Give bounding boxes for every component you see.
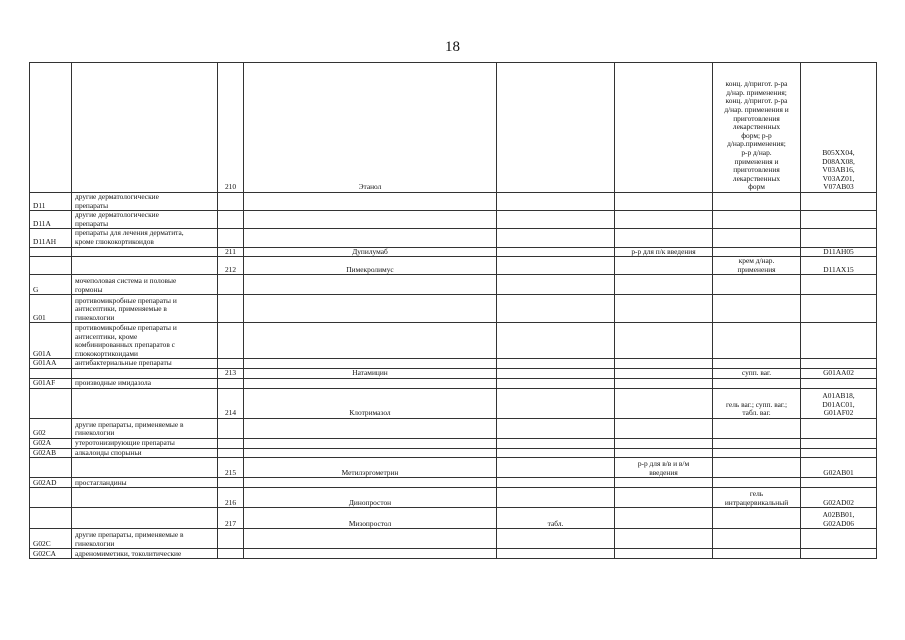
table-row: [30, 323, 877, 359]
atc-group-code-cell: G02C: [30, 529, 72, 549]
group-name-cell: препараты для лечения дерматита, кроме глюкокортикоидов: [72, 229, 218, 247]
table-row: [30, 359, 877, 369]
table-body: [30, 63, 877, 559]
dosage-form-cell: [497, 275, 615, 295]
atc-code-cell: A01AB18, D01AC01, G01AF02: [801, 388, 877, 418]
page-number: 18: [445, 39, 460, 55]
drug-name-cell: [244, 378, 497, 388]
dosage-form-cell: гель интрацервикальный: [713, 488, 801, 508]
atc-group-code-cell: [30, 257, 72, 275]
item-number-cell: 215: [218, 458, 244, 478]
atc-code-cell: [801, 418, 877, 438]
atc-group-code-cell: [30, 388, 72, 418]
atc-group-code-cell: G02: [30, 418, 72, 438]
item-number-cell: [218, 359, 244, 369]
drug-name-cell: [244, 549, 497, 559]
dosage-form-cell: [713, 508, 801, 529]
dosage-form-cell: [497, 211, 615, 229]
drug-name-cell: [244, 418, 497, 438]
atc-group-code-cell: G02A: [30, 438, 72, 448]
atc-code-cell: [801, 549, 877, 559]
drug-name-cell: [244, 448, 497, 458]
item-number-cell: 213: [218, 368, 244, 378]
group-name-cell: [72, 508, 218, 529]
atc-code-cell: G02AB01: [801, 458, 877, 478]
dosage-form-cell: [615, 378, 713, 388]
group-name-cell: [72, 458, 218, 478]
dosage-form-cell: [497, 368, 615, 378]
dosage-form-cell: [615, 388, 713, 418]
drug-name-cell: [244, 229, 497, 247]
dosage-form-cell: р-р для п/к введения: [615, 247, 713, 257]
group-name-cell: простагландины: [72, 478, 218, 488]
item-number-cell: 210: [218, 63, 244, 193]
atc-group-code-cell: G01AA: [30, 359, 72, 369]
dosage-form-cell: супп. ваг.: [713, 368, 801, 378]
item-number-cell: [218, 323, 244, 359]
dosage-form-cell: [497, 359, 615, 369]
atc-code-cell: A02BB01, G02AD06: [801, 508, 877, 529]
dosage-form-cell: [497, 448, 615, 458]
atc-group-code-cell: D11AH: [30, 229, 72, 247]
atc-group-code-cell: G01A: [30, 323, 72, 359]
item-number-cell: [218, 211, 244, 229]
dosage-form-cell: [713, 448, 801, 458]
table-row: [30, 211, 877, 229]
dosage-form-cell: [615, 478, 713, 488]
atc-group-code-cell: [30, 63, 72, 193]
atc-code-cell: G01AA02: [801, 368, 877, 378]
table-row: [30, 193, 877, 211]
dosage-form-cell: [713, 275, 801, 295]
dosage-form-cell: [713, 418, 801, 438]
table-row: [30, 63, 877, 193]
dosage-form-cell: табл.: [497, 508, 615, 529]
atc-code-cell: [801, 211, 877, 229]
atc-group-code-cell: G01: [30, 295, 72, 323]
item-number-cell: [218, 549, 244, 559]
table-row: [30, 368, 877, 378]
dosage-form-cell: крем д/нар. применения: [713, 257, 801, 275]
dosage-form-cell: [497, 193, 615, 211]
dosage-form-cell: [497, 478, 615, 488]
atc-code-cell: [801, 529, 877, 549]
group-name-cell: [72, 257, 218, 275]
dosage-form-cell: [497, 63, 615, 193]
dosage-form-cell: [497, 388, 615, 418]
dosage-form-cell: [615, 275, 713, 295]
drug-table: [29, 62, 877, 559]
dosage-form-cell: [497, 247, 615, 257]
dosage-form-cell: [615, 257, 713, 275]
dosage-form-cell: [615, 438, 713, 448]
dosage-form-cell: [615, 549, 713, 559]
atc-group-code-cell: G: [30, 275, 72, 295]
atc-code-cell: B05XX04, D08AX08, V03AB16, V03AZ01, V07AB03: [801, 63, 877, 193]
group-name-cell: другие препараты, применяемые в гинекологии: [72, 529, 218, 549]
drug-name-cell: [244, 438, 497, 448]
atc-code-cell: [801, 295, 877, 323]
dosage-form-cell: [713, 247, 801, 257]
atc-code-cell: D11AH05: [801, 247, 877, 257]
atc-code-cell: [801, 275, 877, 295]
table-row: [30, 378, 877, 388]
drug-name-cell: [244, 295, 497, 323]
table-row: [30, 388, 877, 418]
atc-group-code-cell: D11A: [30, 211, 72, 229]
group-name-cell: другие дерматологические препараты: [72, 193, 218, 211]
table-row: [30, 488, 877, 508]
table-row: [30, 438, 877, 448]
dosage-form-cell: [713, 458, 801, 478]
item-number-cell: [218, 193, 244, 211]
item-number-cell: 216: [218, 488, 244, 508]
drug-name-cell: [244, 193, 497, 211]
dosage-form-cell: [615, 63, 713, 193]
table-row: [30, 275, 877, 295]
atc-code-cell: [801, 193, 877, 211]
dosage-form-cell: [713, 549, 801, 559]
table-row: [30, 247, 877, 257]
group-name-cell: алкалоиды спорыньи: [72, 448, 218, 458]
drug-name-cell: Пимекролимус: [244, 257, 497, 275]
drug-name-cell: [244, 211, 497, 229]
group-name-cell: противомикробные препараты и антисептики, применяемые в гинекологии: [72, 295, 218, 323]
drug-name-cell: Динопростон: [244, 488, 497, 508]
dosage-form-cell: [497, 438, 615, 448]
atc-group-code-cell: G01AF: [30, 378, 72, 388]
table-row: [30, 257, 877, 275]
table-row: [30, 458, 877, 478]
item-number-cell: [218, 478, 244, 488]
dosage-form-cell: [713, 323, 801, 359]
dosage-form-cell: [497, 295, 615, 323]
atc-group-code-cell: G02CA: [30, 549, 72, 559]
dosage-form-cell: [497, 458, 615, 478]
dosage-form-cell: [713, 229, 801, 247]
item-number-cell: [218, 438, 244, 448]
atc-group-code-cell: G02AB: [30, 448, 72, 458]
dosage-form-cell: [713, 211, 801, 229]
dosage-form-cell: [497, 229, 615, 247]
group-name-cell: адреномиметики, токолитические: [72, 549, 218, 559]
item-number-cell: 212: [218, 257, 244, 275]
dosage-form-cell: [615, 368, 713, 378]
dosage-form-cell: [615, 418, 713, 438]
dosage-form-cell: [615, 359, 713, 369]
item-number-cell: [218, 295, 244, 323]
dosage-form-cell: [497, 529, 615, 549]
atc-code-cell: [801, 378, 877, 388]
drug-name-cell: [244, 359, 497, 369]
item-number-cell: [218, 418, 244, 438]
dosage-form-cell: [615, 193, 713, 211]
table-row: [30, 295, 877, 323]
table-row: [30, 478, 877, 488]
item-number-cell: [218, 448, 244, 458]
dosage-form-cell: [713, 478, 801, 488]
atc-group-code-cell: G02AD: [30, 478, 72, 488]
drug-name-cell: Метилэргометрин: [244, 458, 497, 478]
item-number-cell: [218, 229, 244, 247]
item-number-cell: [218, 275, 244, 295]
atc-code-cell: [801, 323, 877, 359]
drug-name-cell: Мизопростол: [244, 508, 497, 529]
dosage-form-cell: [713, 359, 801, 369]
drug-name-cell: [244, 275, 497, 295]
drug-name-cell: [244, 323, 497, 359]
atc-code-cell: [801, 359, 877, 369]
dosage-form-cell: [713, 378, 801, 388]
atc-code-cell: [801, 438, 877, 448]
group-name-cell: [72, 388, 218, 418]
group-name-cell: мочеполовая система и половые гормоны: [72, 275, 218, 295]
dosage-form-cell: [497, 549, 615, 559]
dosage-form-cell: [615, 488, 713, 508]
table-row: [30, 529, 877, 549]
drug-name-cell: Дупилумаб: [244, 247, 497, 257]
dosage-form-cell: [497, 378, 615, 388]
group-name-cell: [72, 488, 218, 508]
dosage-form-cell: [615, 508, 713, 529]
dosage-form-cell: [497, 323, 615, 359]
drug-name-cell: Натамицин: [244, 368, 497, 378]
dosage-form-cell: [615, 229, 713, 247]
dosage-form-cell: [615, 323, 713, 359]
group-name-cell: [72, 63, 218, 193]
table-row: [30, 549, 877, 559]
dosage-form-cell: конц. д/пригот. р-ра д/нар. применения; конц. д/пригот. р-ра д/нар. применения и приготовления лекарственных форм; р-р д/нар.применения; р-р д/нар. применения и приготовления лекарственных форм: [713, 63, 801, 193]
dosage-form-cell: [615, 448, 713, 458]
group-name-cell: антибактериальные препараты: [72, 359, 218, 369]
atc-group-code-cell: [30, 247, 72, 257]
table-row: [30, 418, 877, 438]
dosage-form-cell: [615, 211, 713, 229]
item-number-cell: [218, 529, 244, 549]
atc-group-code-cell: [30, 488, 72, 508]
item-number-cell: 211: [218, 247, 244, 257]
group-name-cell: противомикробные препараты и антисептики, кроме комбинированных препаратов с глюкокортикоидами: [72, 323, 218, 359]
table-row: [30, 508, 877, 529]
item-number-cell: [218, 378, 244, 388]
group-name-cell: производные имидазола: [72, 378, 218, 388]
group-name-cell: утеротонизирующие препараты: [72, 438, 218, 448]
dosage-form-cell: [713, 438, 801, 448]
dosage-form-cell: [497, 257, 615, 275]
atc-group-code-cell: [30, 368, 72, 378]
group-name-cell: другие дерматологические препараты: [72, 211, 218, 229]
drug-name-cell: [244, 478, 497, 488]
atc-code-cell: [801, 478, 877, 488]
item-number-cell: 217: [218, 508, 244, 529]
group-name-cell: [72, 247, 218, 257]
group-name-cell: [72, 368, 218, 378]
table-row: [30, 448, 877, 458]
dosage-form-cell: [713, 295, 801, 323]
dosage-form-cell: [497, 418, 615, 438]
drug-name-cell: Этанол: [244, 63, 497, 193]
dosage-form-cell: [713, 529, 801, 549]
item-number-cell: 214: [218, 388, 244, 418]
drug-name-cell: Клотримазол: [244, 388, 497, 418]
atc-group-code-cell: D11: [30, 193, 72, 211]
dosage-form-cell: [615, 529, 713, 549]
table-row: [30, 229, 877, 247]
dosage-form-cell: [497, 488, 615, 508]
atc-code-cell: [801, 448, 877, 458]
dosage-form-cell: р-р для в/в и в/м введения: [615, 458, 713, 478]
dosage-form-cell: [713, 193, 801, 211]
group-name-cell: другие препараты, применяемые в гинекологии: [72, 418, 218, 438]
atc-code-cell: [801, 229, 877, 247]
drug-name-cell: [244, 529, 497, 549]
atc-group-code-cell: [30, 508, 72, 529]
atc-code-cell: G02AD02: [801, 488, 877, 508]
atc-code-cell: D11AX15: [801, 257, 877, 275]
atc-group-code-cell: [30, 458, 72, 478]
dosage-form-cell: гель ваг.; супп. ваг.; табл. ваг.: [713, 388, 801, 418]
dosage-form-cell: [615, 295, 713, 323]
